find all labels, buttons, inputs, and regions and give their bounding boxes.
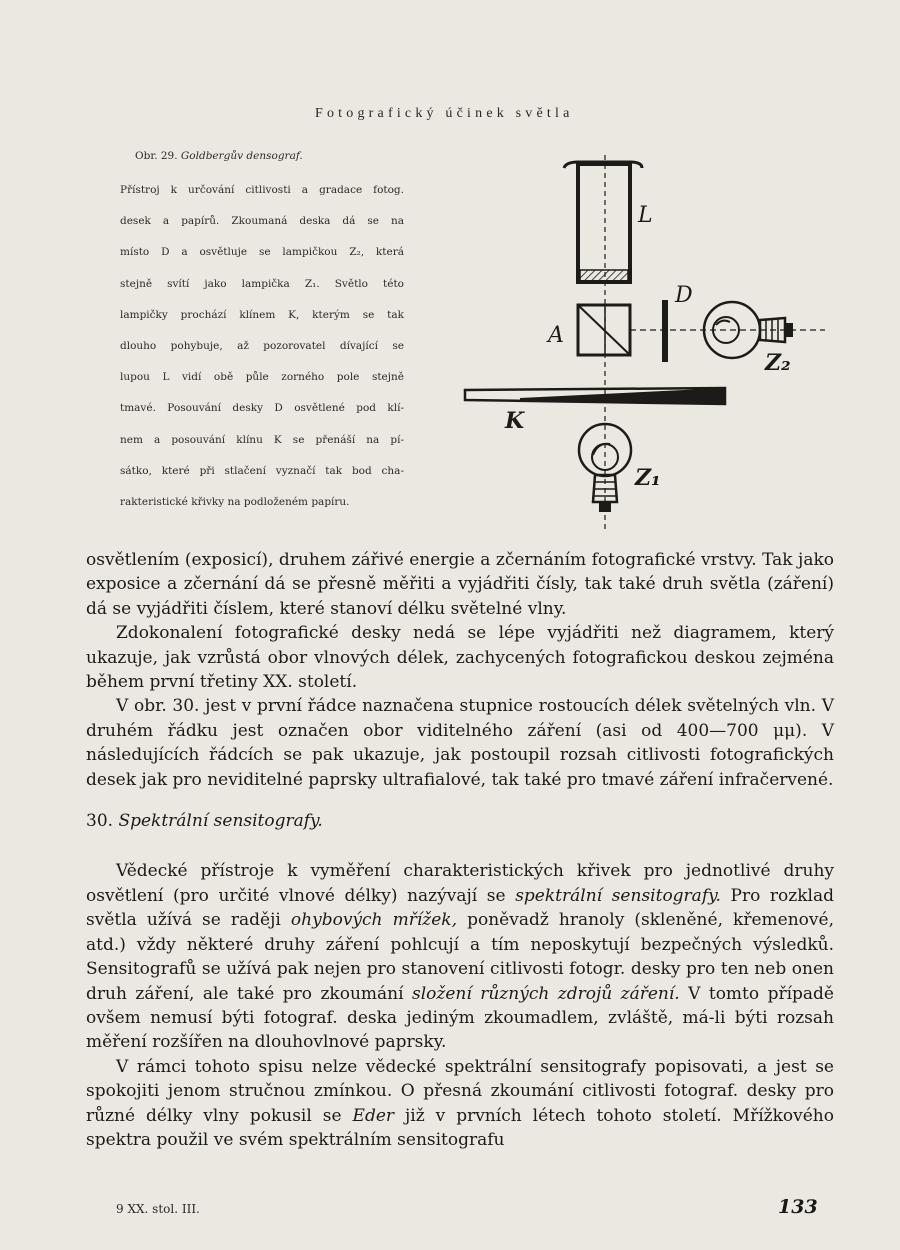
caption-line: lupou L vidí obě půle zorného pole stejně bbox=[120, 371, 404, 384]
running-head: Fotografický účinek světla bbox=[315, 106, 574, 121]
text-run: Pro rozklad světla užívá se raději bbox=[86, 885, 834, 931]
section-title: Spektrální sensitografy. bbox=[118, 811, 323, 832]
caption-line: místo D a osvětluje se lampičkou Z₂, která bbox=[120, 246, 404, 259]
caption-line: tmavé. Posouvání desky D osvětlené pod klí- bbox=[120, 402, 404, 415]
loupe-tube bbox=[564, 162, 642, 282]
page-number: 133 bbox=[778, 1196, 818, 1218]
caption-line: desek a papírů. Zkoumaná deska dá se na bbox=[120, 215, 404, 228]
paragraph bbox=[86, 859, 834, 1054]
caption-line: Přístroj k určování citlivosti a gradace fotog. bbox=[120, 184, 404, 196]
label-Z1: Z₁ bbox=[635, 465, 661, 491]
densograph-diagram bbox=[460, 150, 840, 535]
label-Z2: Z₂ bbox=[765, 350, 791, 376]
body-text bbox=[86, 548, 834, 1152]
caption-line: lampičky prochází klínem K, kterým se tak bbox=[120, 308, 404, 321]
paragraph: osvětlením (exposicí), druhem zářivé energie a zčernáním fotografické vrstvy. Tak jako exposice a zčernání dá se přesně měřiti a vyjádřiti čísly, tak také druh světla (záření) dá se vyjádřiti číslem, které stanoví délku světelné vlny. bbox=[86, 550, 834, 619]
caption-line: dlouho pohybuje, až pozorovatel dívající se bbox=[120, 339, 404, 352]
caption-title-text: Goldbergův densograf. bbox=[180, 150, 303, 162]
figure-caption bbox=[120, 150, 404, 527]
text-run: již v prvních létech tohoto století. Mřížkového spektra použil ve svém spektrálním sensitografu bbox=[86, 1105, 834, 1150]
label-K: K bbox=[505, 408, 525, 434]
emphasis: složení různých zdrojů záření. bbox=[411, 983, 680, 1004]
caption-title bbox=[135, 150, 404, 162]
caption-line: rakteristické křivky na podloženém papíru. bbox=[120, 495, 350, 508]
section-number: 30. bbox=[86, 811, 114, 832]
emphasis: ohybových mřížek, bbox=[290, 910, 457, 931]
prism-cube bbox=[578, 305, 630, 355]
text-run: poněvadž hranoly (skleněné, křemenové, atd.) vždy některé druhy záření pohlcují a tím neposkytují bezpečných výsledků. Sensitografů se užívá pak nejen pro stanovení citlivosti fotogr. desky pro ten neb onen druh záření, ale také pro zkoumání bbox=[86, 910, 834, 1004]
label-D: D bbox=[675, 283, 693, 308]
densograph-figure bbox=[460, 150, 840, 535]
caption-line: sátko, které při stlačení vyznačí tak bod cha- bbox=[120, 464, 404, 477]
section-heading bbox=[86, 809, 834, 833]
wedge-K bbox=[465, 388, 725, 404]
plate-D bbox=[662, 300, 668, 362]
label-L: L bbox=[638, 203, 653, 228]
text-run: V tomto případě ovšem nemusí býti fotograf. deska jediným zkoumadlem, zvláště, má-li býti rozsah měření rozšířen na dlouhovlnové paprsky. bbox=[86, 983, 834, 1053]
paragraph: Zdokonalení fotografické desky nedá se lépe vyjádřiti než diagramem, který ukazuje, jak vzrůstá obor vlnových délek, zachycených fotografickou deskou zejména během první třetiny XX. století. bbox=[86, 623, 834, 693]
caption-label: Obr. 29. bbox=[135, 150, 178, 162]
emphasis: spektrální sensitografy. bbox=[515, 885, 721, 906]
label-A: A bbox=[548, 323, 564, 348]
caption-line: nem a posouvání klínu K se přenáší na pí- bbox=[120, 433, 404, 446]
text-run: Vědecké přístroje k vyměření charakteristických křivek pro jednotlivé druhy osvětlení (pro určité vlnové délky) nazývají se bbox=[86, 861, 834, 906]
caption-line: stejně svítí jako lampička Z₁. Světlo této bbox=[120, 277, 404, 290]
footer-signature: 9 XX. stol. III. bbox=[116, 1202, 200, 1216]
text-run: V rámci tohoto spisu nelze vědecké spektrální sensitografy popisovati, a jest se spokojiti jenom stručnou zmínkou. O přesná zkoumání citlivosti fotograf. desky pro různé délky vlny pokusil se bbox=[86, 1056, 834, 1126]
emphasis: Eder bbox=[352, 1105, 395, 1126]
paragraph: V obr. 30. jest v první řádce naznačena stupnice rostoucích délek světelných vln. V druhém řádku jest označen obor viditelného záření (asi od 400—700 μμ). V následujících řádcích se pak ukazuje, jak postoupil rozsah citlivosti fotografických desek jak pro neviditelné paprsky ultrafialové, tak také pro tmavé záření infračervené. bbox=[86, 696, 834, 790]
paragraph bbox=[86, 1055, 834, 1153]
